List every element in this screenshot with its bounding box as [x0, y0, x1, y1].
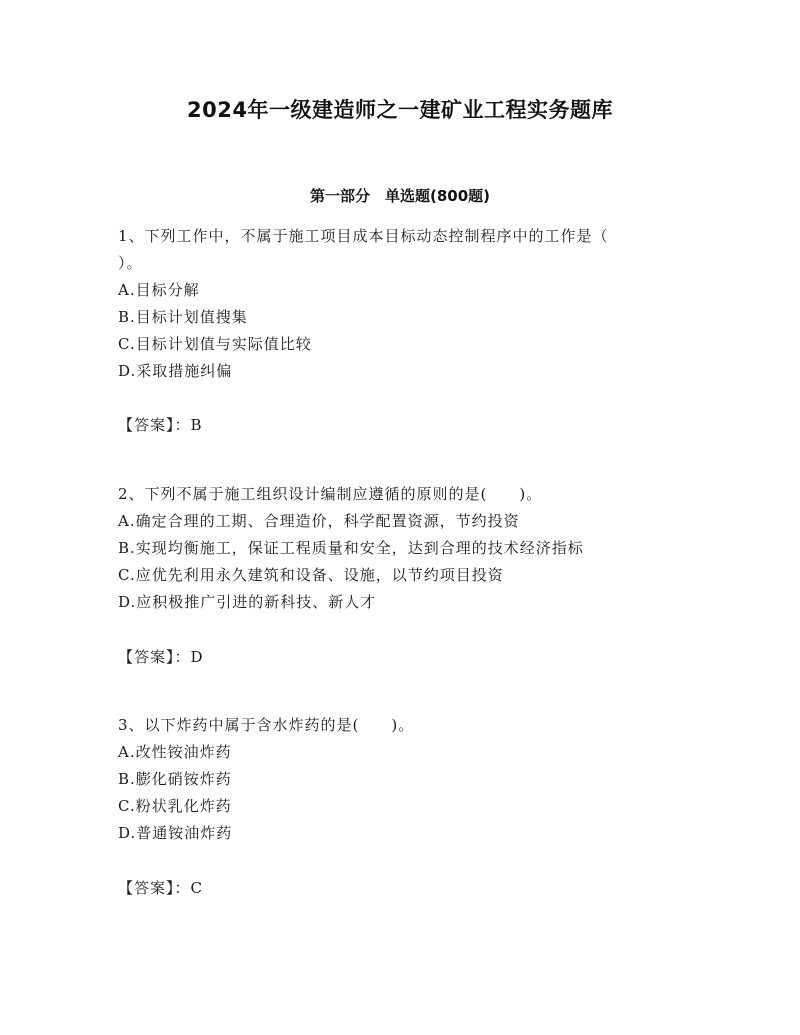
answer-line	[118, 412, 203, 439]
question-2	[118, 481, 698, 666]
answer-line	[118, 875, 203, 902]
answer-label: 【答案】：	[118, 416, 191, 434]
question-stem: 2、下列不属于施工组织设计编制应遵循的原则的是( )。	[118, 485, 543, 503]
option-c: C.应优先利用永久建筑和设备、设施，以节约项目投资	[118, 566, 504, 584]
answer-line	[118, 644, 204, 671]
document-title: 2024年一级建造师之一建矿业工程实务题库	[187, 98, 613, 122]
option-d: D.应积极推广引进的新科技、新人才	[118, 593, 377, 611]
question-stem-continued: ）。	[118, 254, 143, 272]
option-c: C.粉状乳化炸药	[118, 797, 232, 815]
question-1	[118, 223, 698, 434]
section-title: 第一部分 单选题(800题)	[309, 187, 491, 205]
question-stem: 3、以下炸药中属于含水炸药的是( )。	[118, 716, 415, 734]
answer-label: 【答案】：	[118, 648, 191, 666]
option-b: B.目标计划值搜集	[118, 308, 248, 326]
question-stem: 1、下列工作中，不属于施工项目成本目标动态控制程序中的工作是（	[118, 227, 609, 245]
option-b: B.膨化硝铵炸药	[118, 770, 232, 788]
option-a: A.目标分解	[118, 281, 200, 299]
option-d: D.普通铵油炸药	[118, 824, 233, 842]
answer-value: C	[190, 879, 203, 897]
answer-label: 【答案】：	[118, 879, 191, 897]
option-a: A.改性铵油炸药	[118, 743, 232, 761]
question-3	[118, 712, 698, 897]
answer-value: D	[190, 648, 204, 666]
answer-value: B	[190, 416, 203, 434]
option-a: A.确定合理的工期、合理造价，科学配置资源，节约投资	[118, 512, 520, 530]
option-b: B.实现均衡施工，保证工程质量和安全，达到合理的技术经济指标	[118, 539, 584, 557]
option-c: C.目标计划值与实际值比较	[118, 335, 312, 353]
option-d: D.采取措施纠偏	[118, 362, 233, 380]
